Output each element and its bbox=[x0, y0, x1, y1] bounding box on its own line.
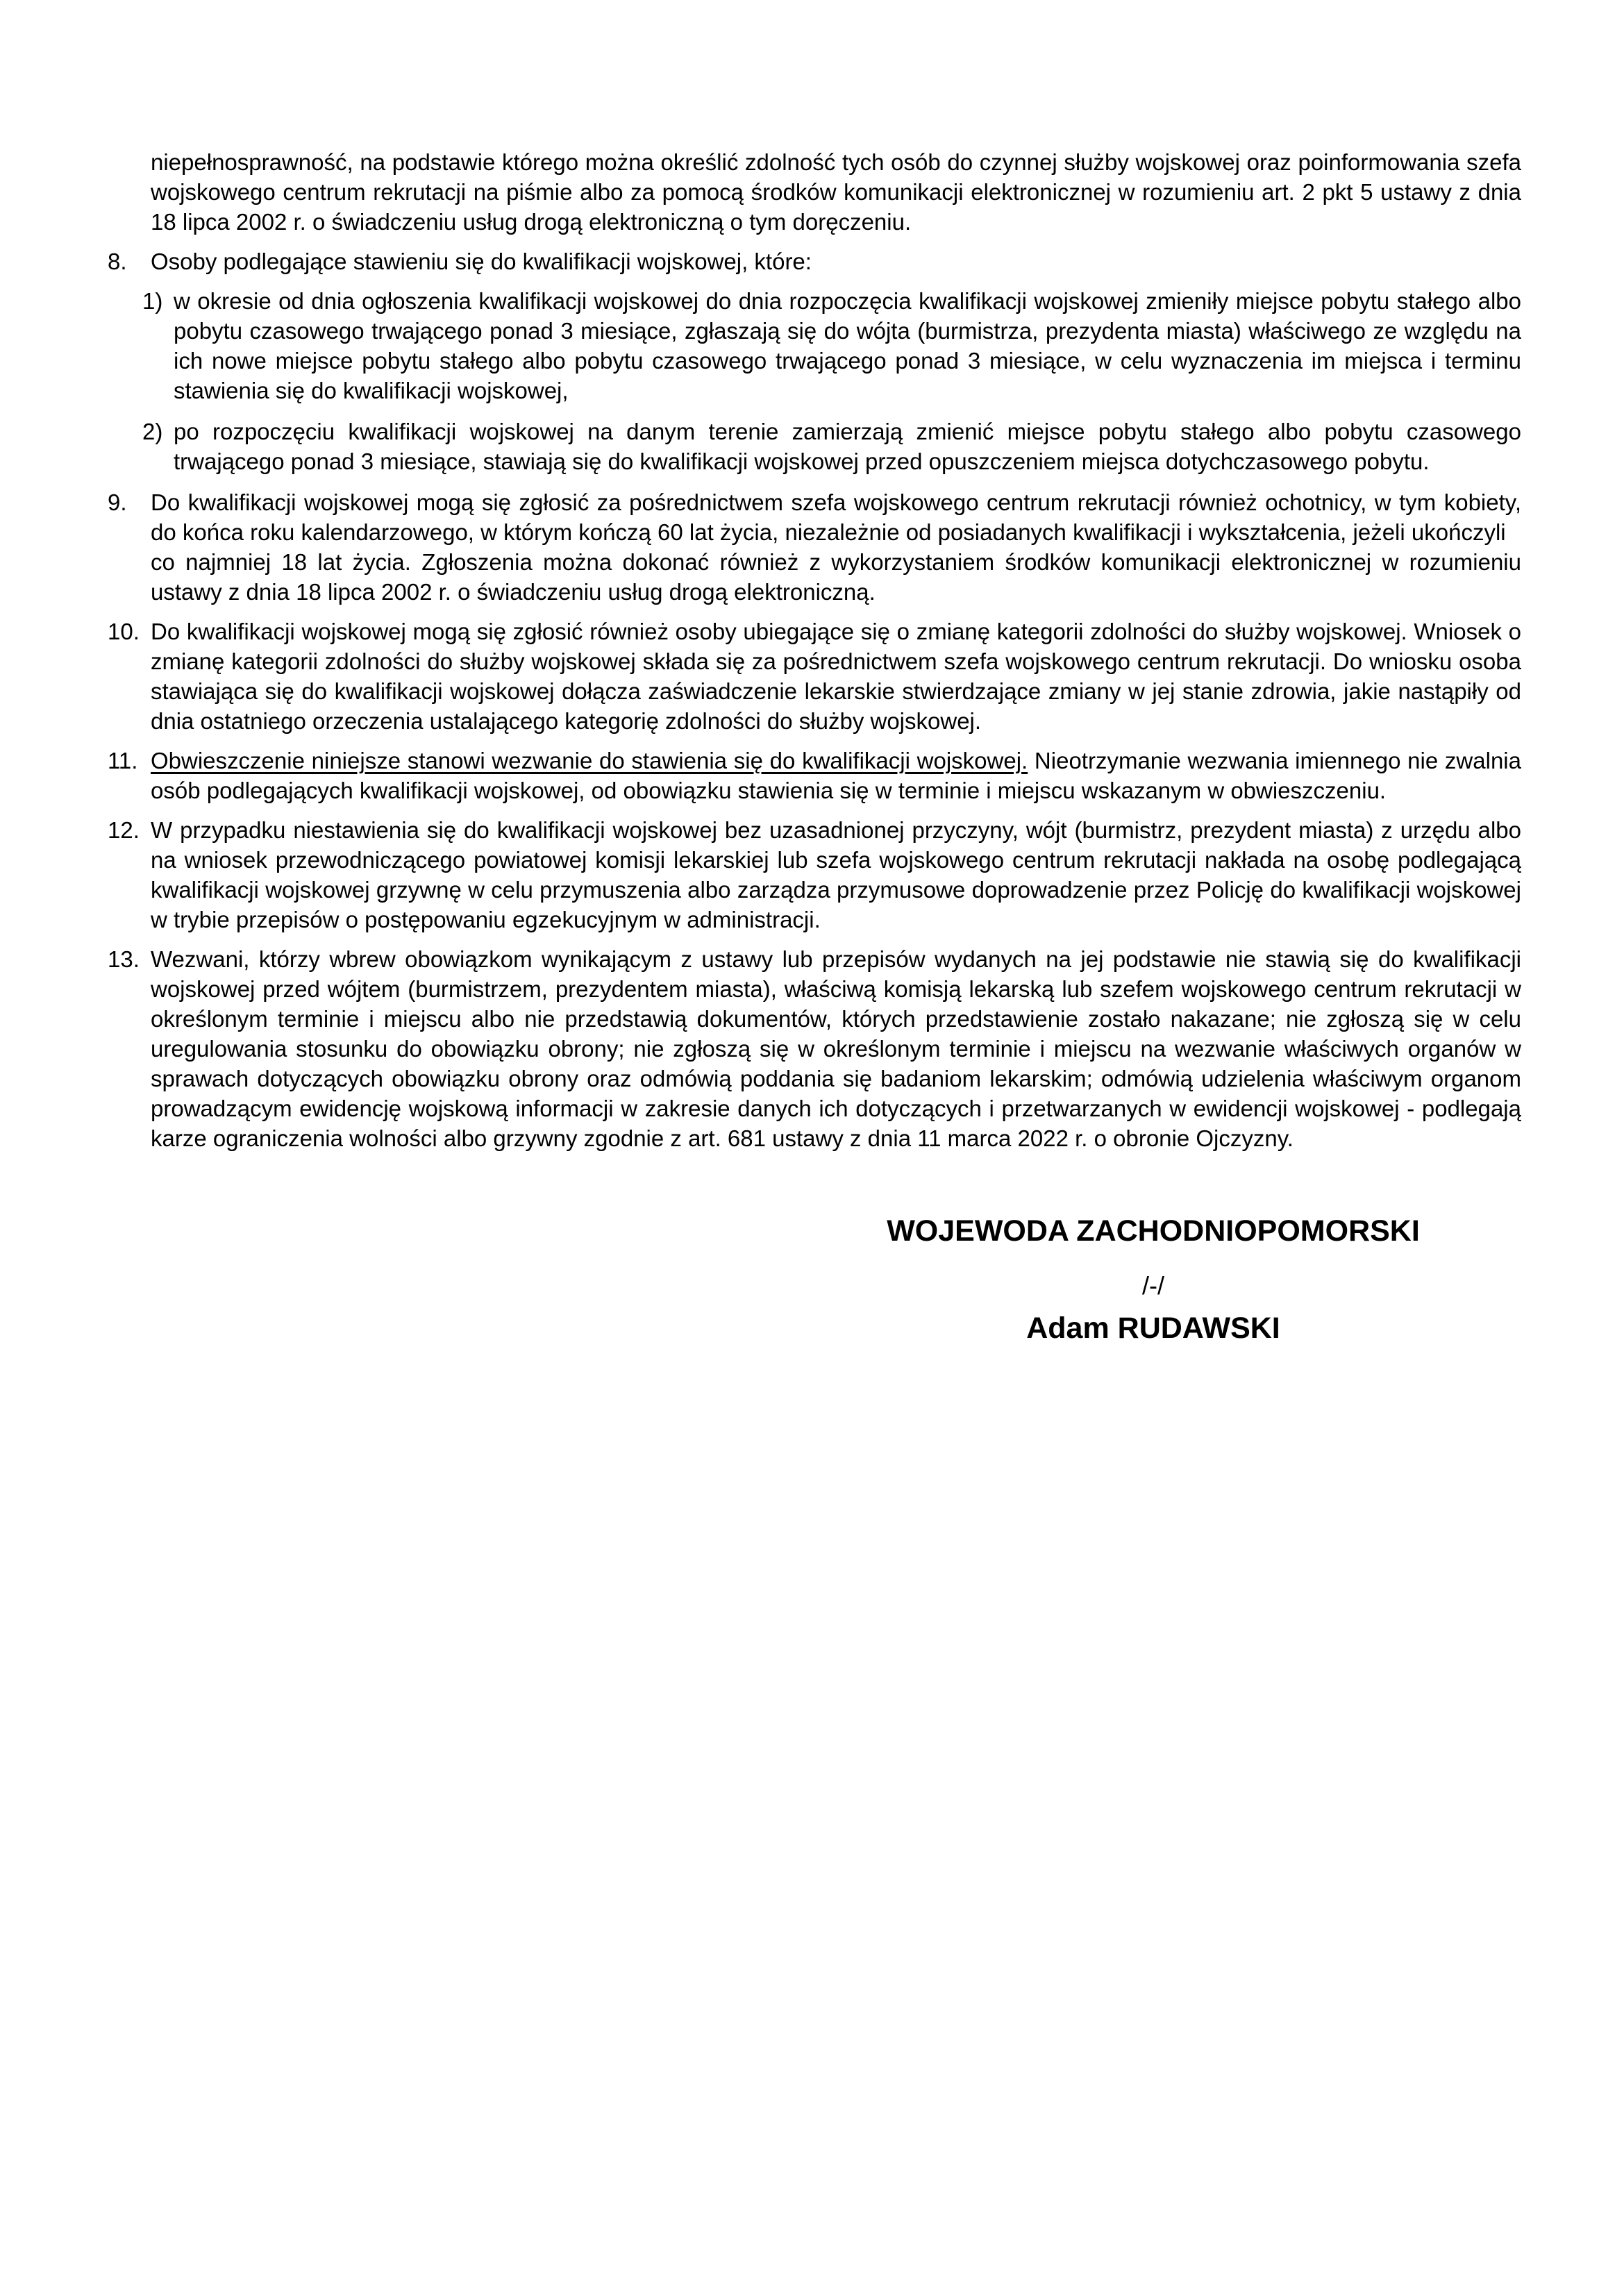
item-number: 13. bbox=[108, 946, 140, 972]
item-number: 10. bbox=[108, 619, 140, 644]
signed-mark: /-/ bbox=[1142, 1271, 1164, 1300]
item-number: 12. bbox=[108, 817, 140, 843]
intro-paragraph: niepełnosprawność, na podstawie którego można określić zdolność tych osób do czynnej służby wojskowej oraz poinformowania szefa wojskowego centrum rekrutacji na piśmie albo za pomocą środków komunikacji elektronicznej w rozumieniu art. 2 pkt 5 ustawy z dnia 18 lipca 2002 r. o świadczeniu usług drogą elektroniczną o tym doręczeniu. bbox=[151, 149, 1521, 235]
list-item-13 bbox=[108, 944, 1521, 1153]
item-text-part-2: co najmniej 18 lat życia. Zgłoszenia można dokonać również z wykorzystaniem środków komunikacji elektronicznej w rozumieniu ustawy z dnia 18 lipca 2002 r. o świadczeniu usług drogą elektroniczną. bbox=[151, 549, 1521, 605]
signature-block bbox=[806, 1214, 1500, 1346]
list-item-12 bbox=[108, 815, 1521, 935]
sub-item-2 bbox=[108, 417, 1521, 476]
sub-item-text: po rozpoczęciu kwalifikacji wojskowej na danym terenie zamierzają zmienić miejsce pobytu stałego albo pobytu czasowego trwającego ponad 3 miesiące, stawiają się do kwalifikacji wojskowej przed opuszczeniem miejsca dotychczasowego pobytu. bbox=[174, 419, 1521, 474]
list-item-9 bbox=[108, 487, 1521, 607]
list-item-11 bbox=[108, 746, 1521, 805]
item-text: W przypadku niestawienia się do kwalifikacji wojskowej bez uzasadnionej przyczyny, wójt (burmistrz, prezydent miasta) z urzędu albo na wniosek przewodniczącego powiatowej komisji lekarskiej lub szefa wojskowego centrum rekrutacji nakłada na osobę podlegającą kwalifikacji wojskowej grzywnę w celu przymuszenia albo zarządza przymusowe doprowadzenie przez Policję do kwalifikacji wojskowej w trybie przepisów o postępowaniu egzekucyjnym w administracji. bbox=[151, 817, 1521, 932]
item-text: Wezwani, którzy wbrew obowiązkom wynikającym z ustawy lub przepisów wydanych na jej podstawie nie stawią się do kwalifikacji wojskowej przed wójtem (burmistrzem, prezydentem miasta), właściwą komisją lekarską lub szefem wojskowego centrum rekrutacji w określonym terminie i miejscu albo nie przedstawią dokumentów, których przedstawienie zostało nakazane; nie zgłoszą się w celu uregulowania stosunku do obowiązku obrony; nie zgłoszą się w określonym terminie i miejscu na wezwanie właściwych organów w sprawach dotyczących obowiązku obrony oraz odmówią poddania się badaniom lekarskim; odmówią udzielenia właściwym organom prowadzącym ewidencję wojskową informacji w zakresie danych ich dotyczących i przetwarzanych w ewidencji wojskowej - podlegają karze ograniczenia wolności albo grzywny zgodnie z art. 681 ustawy z dnia 11 marca 2022 r. o obronie Ojczyzny. bbox=[151, 946, 1521, 1151]
item-text: Nieotrzymanie wezwania imiennego nie zwalnia osób podlegających kwalifikacji wojskowej, od obowiązku stawienia się w terminie i miejscu wskazanym w obwieszczeniu. bbox=[151, 748, 1521, 803]
sub-item-1 bbox=[108, 286, 1521, 405]
item-number: 9. bbox=[108, 489, 127, 515]
signatory-name: Adam RUDAWSKI bbox=[1026, 1312, 1280, 1345]
list-item-10 bbox=[108, 617, 1521, 736]
signature-title: WOJEWODA ZACHODNIOPOMORSKI bbox=[887, 1214, 1420, 1248]
sub-item-text: w okresie od dnia ogłoszenia kwalifikacji wojskowej do dnia rozpoczęcia kwalifikacji wojskowej zmieniły miejsce pobytu stałego albo pobytu czasowego trwającego ponad 3 miesiące, zgłaszają się do wójta (burmistrza, prezydenta miasta) właściwego ze względu na ich nowe miejsce pobytu stałego albo pobytu czasowego trwającego ponad 3 miesiące, w celu wyznaczenia im miejsca i terminu stawienia się do kwalifikacji wojskowej, bbox=[174, 288, 1521, 403]
sub-item-number: 1) bbox=[142, 288, 163, 314]
item-number: 11. bbox=[108, 748, 138, 773]
item-text-part-1: Do kwalifikacji wojskowej mogą się zgłosić za pośrednictwem szefa wojskowego centrum rekrutacji również ochotnicy, w tym kobiety, do końca roku kalendarzowego, w którym kończą 60 lat życia, niezależnie od posiadanych kwalifikacji i wykształcenia, jeżeli ukończyli bbox=[151, 489, 1521, 545]
document-body bbox=[108, 147, 1521, 1163]
sub-item-number: 2) bbox=[142, 419, 163, 444]
item-text: Osoby podlegające stawieniu się do kwalifikacji wojskowej, które: bbox=[151, 249, 812, 274]
item-text: Do kwalifikacji wojskowej mogą się zgłosić również osoby ubiegające się o zmianę kategorii zdolności do służby wojskowej. Wniosek o zmianę kategorii zdolności do służby wojskowej składa się za pośrednictwem szefa wojskowego centrum rekrutacji. Do wniosku osoba stawiająca się do kwalifikacji wojskowej dołącza zaświadczenie lekarskie stwierdzające zmiany w jej stanie zdrowia, jakie nastąpiły od dnia ostatniego orzeczenia ustalającego kategorię zdolności do służby wojskowej. bbox=[151, 619, 1521, 734]
item-number: 8. bbox=[108, 249, 127, 274]
item-text-underlined: Obwieszczenie niniejsze stanowi wezwanie do stawienia się do kwalifikacji wojskowej. bbox=[151, 748, 1028, 773]
list-item-8 bbox=[108, 246, 1521, 276]
